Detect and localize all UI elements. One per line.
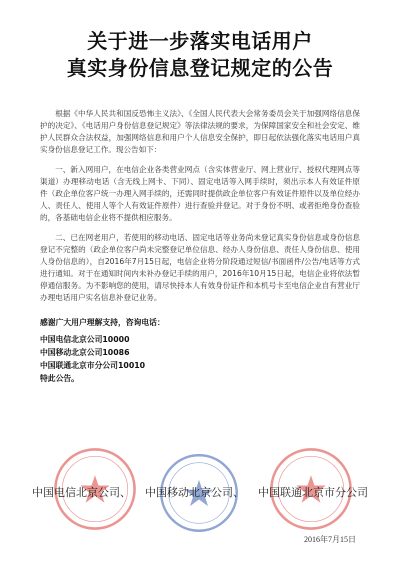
announcement-title [40,28,360,82]
announcement-body [40,108,360,304]
body-paragraph-intro: 根据《中华人民共和国反恐怖主义法》、《全国人民代表大会常务委员会关于加强网络信息保护的决定》、《电话用户身份信息登记规定》等法律法规的要求，为保障国家安全和社会安定、维护人民群众合法权益，加强网络信息和用户个人信息安全保护，即日起依法强化落实电话用户真实身份信息登记工作。现公告如下： [40,109,360,154]
org-mobile: 中国移动北京公司、 [145,487,244,499]
announcement-date: 2016年7月15日 [304,535,356,544]
title-line-1: 关于进一步落实电话用户 [87,29,313,53]
body-paragraph-new-users: 一、新入网用户，在电信企业各类营业网点（含实体营业厅、网上营业厅、授权代理网点等渠道）办理移动电话（含无线上网卡、下同）、固定电话等入网手续时，须出示本人有效证件原件（政企单位客户统一办理入网手续的，还需同时提供政企单位客户有效证件原件以及单位经办人、责任人、使用人等个人有效证件原件）进行查验并登记。对于身份不明、或者拒绝身份查验的，各基础电信企业将不提供相应服务。 [40,165,360,222]
org-unicom: 中国联通北京市分公司 [258,487,368,499]
contact-unicom: 中国联通北京市分公司10010 [40,361,146,370]
title-line-2: 真实身份信息登记规定的公告 [66,56,334,80]
contact-section [40,316,360,385]
issuing-organizations [32,484,368,500]
contact-mobile: 中国移动北京公司10086 [40,348,130,357]
org-telecom: 中国电信北京公司、 [32,487,131,499]
closing-line: 特此公告。 [40,374,79,383]
body-paragraph-existing-users: 二、已在网老用户，若使用的移动电话、固定电话等业务尚未登记真实身份信息或身份信息登记不完整的（政企单位客户尚未完整登记单位信息、经办人身份信息、责任人身份信息、使用人身份信息的），自2016年7月15日起，电信企业将分阶段通过短信/书面函件/公告/电话等方式进行通知。对于在通知时间内未补办登记手续的用户，2016年10月15日起，电信企业将依法暂停通信服务。为不影响您的使用，请尽快持本人有效身份证件和本机号卡至电信企业自有营业厅办理电话用户实名信息补登记业务。 [40,233,360,302]
contact-intro: 感谢广大用户理解支持，咨询电话： [40,318,165,327]
contact-telecom: 中国电信北京公司10000 [40,335,130,344]
